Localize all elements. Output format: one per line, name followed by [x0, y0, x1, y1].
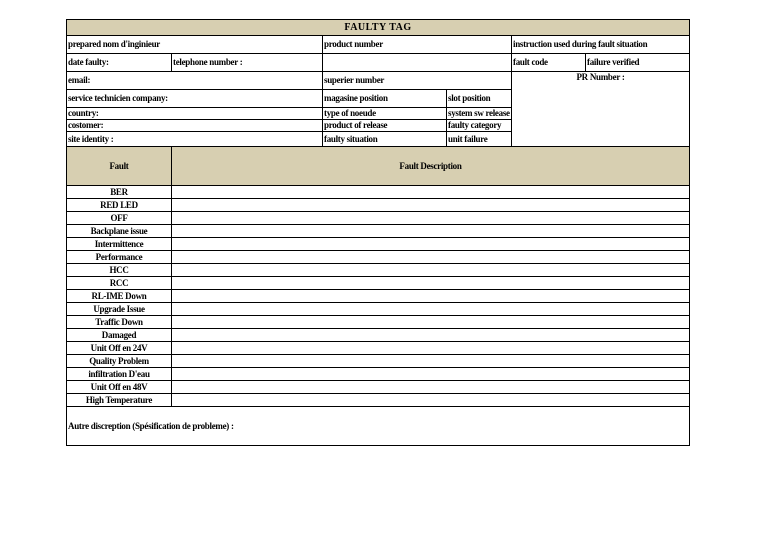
- product-of-release-field[interactable]: product of release: [323, 120, 447, 132]
- fault-rows: [67, 186, 690, 407]
- fault-description-cell[interactable]: [172, 238, 690, 251]
- fault-name: Damaged: [67, 329, 172, 342]
- table-row: [67, 394, 690, 407]
- fault-name: Intermittence: [67, 238, 172, 251]
- fault-description-cell[interactable]: [172, 342, 690, 355]
- date-faulty-field[interactable]: date faulty:: [67, 54, 172, 72]
- fault-description-cell[interactable]: [172, 303, 690, 316]
- fault-name: RCC: [67, 277, 172, 290]
- table-row: [67, 186, 690, 199]
- blank-cell[interactable]: [323, 54, 512, 72]
- slot-position-field[interactable]: slot position: [447, 90, 512, 108]
- fault-description-cell[interactable]: [172, 264, 690, 277]
- fault-description-cell[interactable]: [172, 199, 690, 212]
- table-row: [67, 316, 690, 329]
- fault-column-header: Fault: [67, 147, 172, 186]
- table-row: [67, 238, 690, 251]
- fault-description-cell[interactable]: [172, 251, 690, 264]
- table-row: [67, 290, 690, 303]
- failure-verified-field[interactable]: failure verified: [586, 54, 690, 72]
- fault-name: Upgrade Issue: [67, 303, 172, 316]
- faulty-tag-form: [66, 19, 689, 446]
- form-title: FAULTY TAG: [67, 20, 690, 36]
- fault-description-cell[interactable]: [172, 381, 690, 394]
- product-number-field[interactable]: product number: [323, 36, 512, 54]
- service-company-field[interactable]: service technicien company:: [67, 90, 323, 108]
- fault-name: OFF: [67, 212, 172, 225]
- system-sw-release-field[interactable]: system sw release: [448, 108, 510, 118]
- fault-name: BER: [67, 186, 172, 199]
- table-row: [67, 368, 690, 381]
- instruction-field[interactable]: instruction used during fault situation: [512, 36, 690, 54]
- fault-name: High Temperature: [67, 394, 172, 407]
- faulty-category-field[interactable]: faulty category: [447, 120, 512, 132]
- fault-description-cell[interactable]: [172, 355, 690, 368]
- email-field[interactable]: email:: [67, 72, 323, 90]
- fault-description-cell[interactable]: [172, 225, 690, 238]
- magasine-position-field[interactable]: magasine position: [323, 90, 447, 108]
- fault-description-cell[interactable]: [172, 329, 690, 342]
- table-row: [67, 329, 690, 342]
- fault-description-cell[interactable]: [172, 290, 690, 303]
- table-row: [67, 212, 690, 225]
- fault-name: Backplane issue: [67, 225, 172, 238]
- pr-number-field[interactable]: PR Number :: [512, 72, 690, 147]
- fault-name: infiltration D'eau: [67, 368, 172, 381]
- table-row: [67, 355, 690, 368]
- type-of-noeude-field[interactable]: type of noeude: [323, 108, 447, 120]
- country-field[interactable]: country:: [67, 108, 323, 120]
- faulty-situation-field[interactable]: faulty situation: [323, 132, 447, 147]
- table-row: [67, 225, 690, 238]
- fault-description-cell[interactable]: [172, 277, 690, 290]
- fault-name: RL-IME Down: [67, 290, 172, 303]
- form-table: [66, 19, 690, 446]
- autre-description-field[interactable]: Autre discreption (Spésification de probleme) :: [67, 407, 690, 446]
- telephone-field[interactable]: telephone number :: [172, 54, 323, 72]
- fault-description-cell[interactable]: [172, 368, 690, 381]
- fault-description-cell[interactable]: [172, 394, 690, 407]
- site-identity-field[interactable]: site identity :: [67, 132, 323, 147]
- prepared-by-field[interactable]: prepared nom d'inginieur: [67, 36, 323, 54]
- fault-description-cell[interactable]: [172, 316, 690, 329]
- unit-failure-field[interactable]: unit failure: [447, 132, 512, 147]
- fault-name: HCC: [67, 264, 172, 277]
- fault-name: RED LED: [67, 199, 172, 212]
- table-row: [67, 264, 690, 277]
- superier-number-field[interactable]: superier number: [323, 72, 512, 90]
- costomer-field[interactable]: costomer:: [67, 120, 323, 132]
- fault-description-cell[interactable]: [172, 212, 690, 225]
- table-row: [67, 199, 690, 212]
- fault-name: Unit Off en 48V: [67, 381, 172, 394]
- description-column-header: Fault Description: [172, 147, 690, 186]
- fault-description-cell[interactable]: [172, 186, 690, 199]
- fault-name: Quality Problem: [67, 355, 172, 368]
- fault-name: Performance: [67, 251, 172, 264]
- fault-name: Traffic Down: [67, 316, 172, 329]
- fault-name: Unit Off en 24V: [67, 342, 172, 355]
- table-row: [67, 303, 690, 316]
- table-row: [67, 251, 690, 264]
- table-row: [67, 381, 690, 394]
- fault-code-field[interactable]: fault code: [512, 54, 586, 72]
- table-row: [67, 277, 690, 290]
- table-row: [67, 342, 690, 355]
